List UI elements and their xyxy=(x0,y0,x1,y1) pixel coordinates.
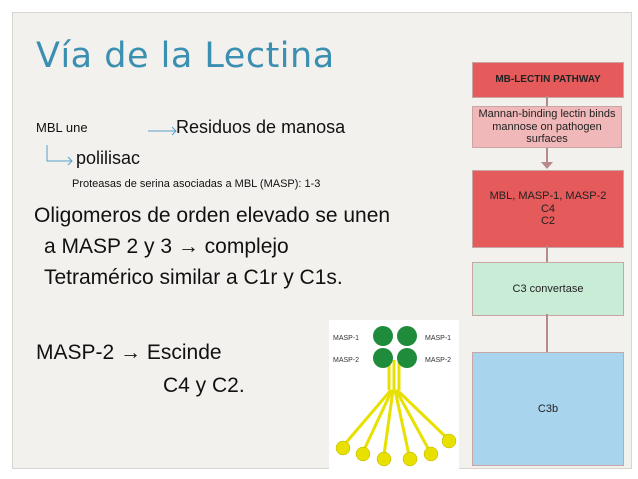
connector xyxy=(546,96,548,106)
pathway-box-mbl-masp-line2: C4 xyxy=(540,202,556,215)
label-masp2-right: MASP-2 xyxy=(425,357,452,364)
text-masp2-1: MASP-2 → Escinde xyxy=(36,341,222,364)
mbl-masp-schematic xyxy=(329,320,459,470)
text-mbl-une: MBL une xyxy=(36,120,88,135)
mbl-structure-illustration xyxy=(329,320,459,470)
pathway-header: MB-LECTIN PATHWAY xyxy=(472,62,624,98)
slide-title: Vía de la Lectina xyxy=(36,36,335,76)
text-oligomeros-1: Oligomeros de orden elevado se unen xyxy=(34,204,391,227)
text-masp2-2: C4 y C2. xyxy=(163,374,245,397)
pathway-box-mbl-masp-line1: MBL, MASP-1, MASP-2 xyxy=(489,190,607,203)
pathway-box-c3-convertase: C3 convertase xyxy=(472,262,624,316)
connector xyxy=(546,246,548,262)
pathway-box-mbl-masp-line3: C2 xyxy=(540,215,556,228)
bent-arrow-icon xyxy=(44,143,78,167)
label-masp1-left: MASP-1 xyxy=(333,335,360,342)
text-polilisac: polilisac xyxy=(76,148,141,168)
mb-lectin-pathway-diagram xyxy=(462,52,638,464)
text-proteasas: Proteasas de serina asociadas a MBL (MASP): 1-3 xyxy=(72,178,321,190)
arrow-right-icon xyxy=(146,124,180,136)
down-arrow-icon xyxy=(540,148,554,170)
text-residuos: Residuos de manosa xyxy=(176,117,346,137)
connector xyxy=(546,314,548,352)
pathway-box-mannan: Mannan-binding lectin binds mannose on pathogen surfaces xyxy=(472,106,622,148)
pathway-box-c3b: C3b xyxy=(472,352,624,466)
label-masp2-left: MASP-2 xyxy=(333,357,360,364)
label-masp1-right: MASP-1 xyxy=(425,335,452,342)
pathway-box-mbl-masp xyxy=(472,170,624,248)
text-oligomeros-3: Tetramérico similar a C1r y C1s. xyxy=(44,266,343,289)
text-oligomeros-2: a MASP 2 y 3 → complejo xyxy=(44,235,289,258)
